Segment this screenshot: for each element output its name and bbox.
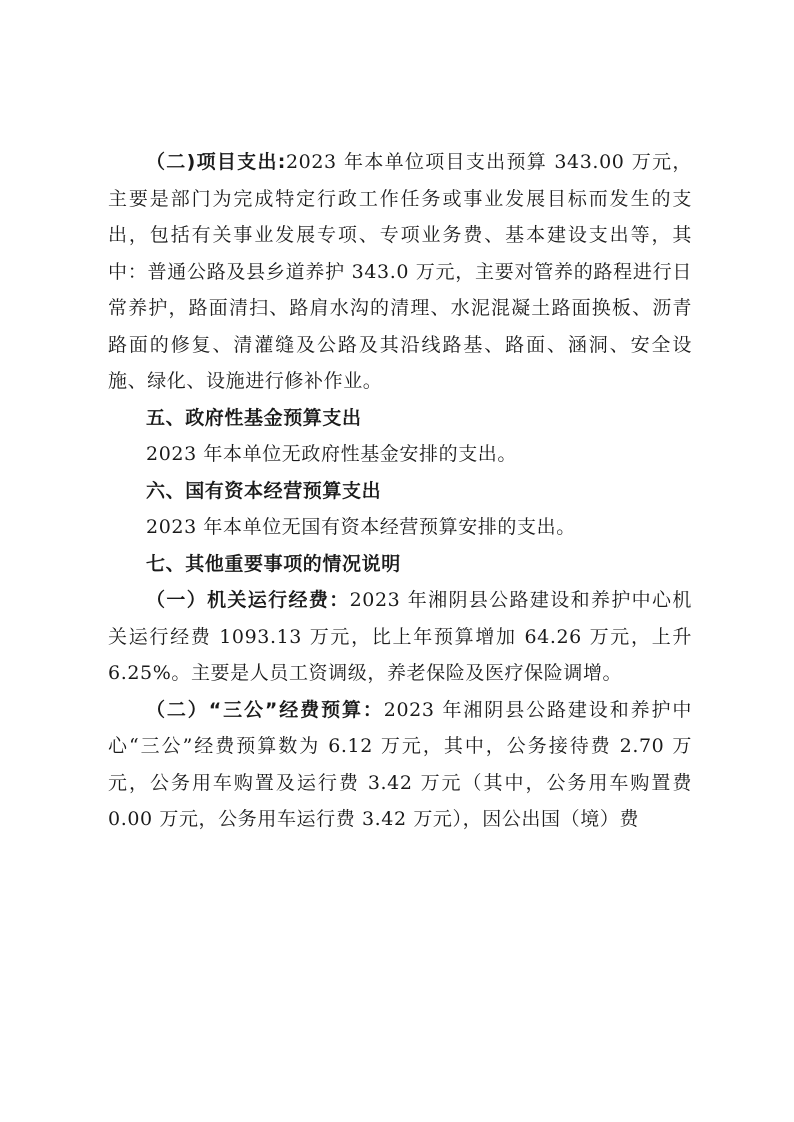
gov-fund-body: 2023 年本单位无政府性基金安排的支出。 [146, 443, 517, 465]
state-capital-body: 2023 年本单位无国有资本经营预算安排的支出。 [146, 516, 576, 538]
operating-funds-paragraph [108, 582, 692, 692]
operating-funds-body: 2023 年湘阴县公路建设和养护中心机关运行经费 1093.13 万元，比上年预算增加 64.26 万元，上升 6.25%。主要是人员工资调级，养老保险及医疗保险调增。 [108, 589, 692, 684]
three-public-body: 2023 年湘阴县公路建设和养护中心“三公”经费预算数为 6.12 万元，其中，公务接待费 2.70 万元，公务用车购置及运行费 3.42 万元（其中，公务用车购置费 0.00 万元，公务用车运行费 3.42 万元），因公出国（境）费 [108, 698, 692, 830]
gov-fund-heading: 五、政府性基金预算支出 [146, 406, 362, 429]
document-page [108, 144, 692, 838]
project-expenditure-paragraph [108, 144, 692, 400]
project-expenditure-body: 2023 年本单位项目支出预算 343.00 万元，主要是部门为完成特定行政工作任务或事业发展目标而发生的支出，包括有关事业发展专项、专项业务费、基本建设支出等，其中：普通公路及县乡道养护 343.0 万元，主要对管养的路程进行日常养护，路面清扫、路肩水沟的清理、水泥混凝土路面换板、沥青路面的修复、清灌缝及公路及其沿线路基、路面、涵洞、安全设施、绿化、设施进行修补作业。 [108, 151, 692, 392]
three-public-paragraph [108, 692, 692, 838]
state-capital-heading: 六、国有资本经营预算支出 [146, 479, 382, 502]
operating-funds-lead: （一）机关运行经费： [146, 589, 350, 611]
project-expenditure-lead: （二)项目支出: [146, 151, 286, 173]
three-public-lead: （二）“三公”经费预算： [146, 698, 384, 721]
other-matters-heading: 七、其他重要事项的情况说明 [146, 552, 401, 575]
